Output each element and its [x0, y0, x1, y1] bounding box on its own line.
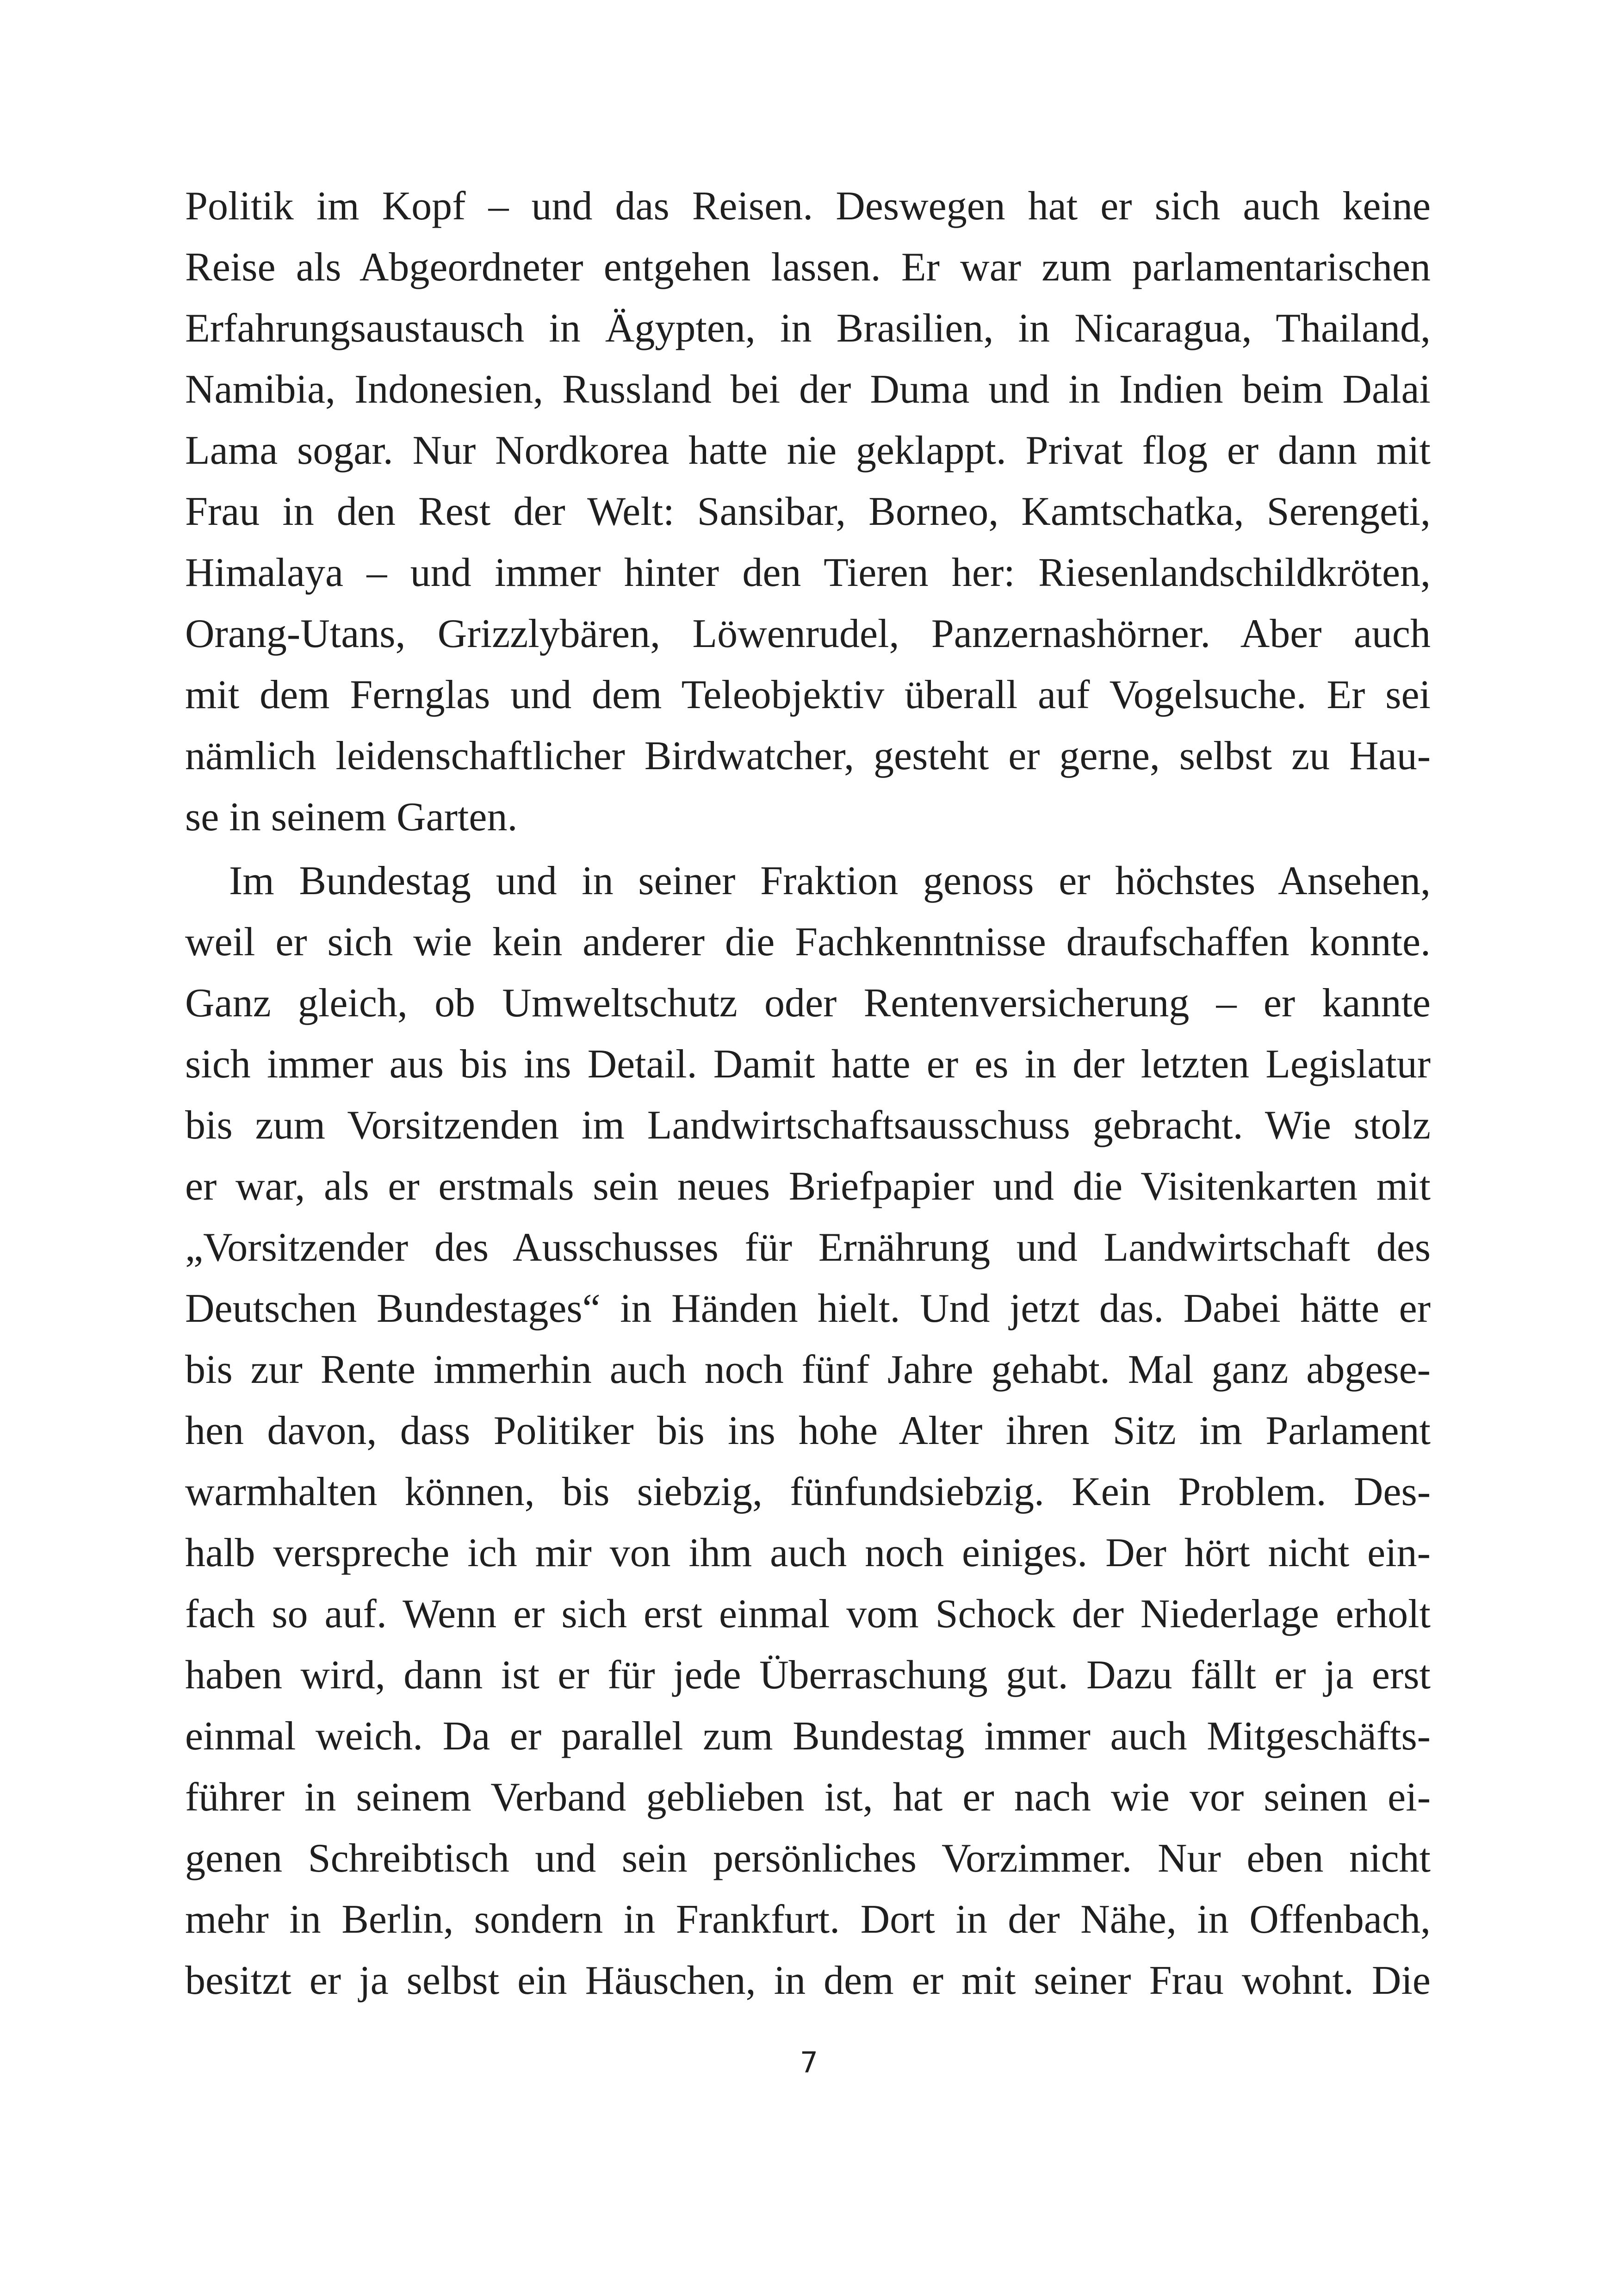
text-line: Namibia, Indonesien, Russland bei der Duma und in Indien beim Dalai	[185, 367, 1431, 412]
paragraph-1	[185, 176, 1431, 848]
text-line: genen Schreibtisch und sein persönliches Vorzimmer. Nur eben nicht	[185, 1836, 1431, 1881]
text-line: Im Bundestag und in seiner Fraktion genoss er höchstes Ansehen,	[229, 859, 1431, 903]
text-line: Ganz gleich, ob Umweltschutz oder Rentenversicherung – er kannte	[185, 981, 1431, 1026]
text-line: warmhalten können, bis siebzig, fünfundsiebzig. Kein Problem. Des-	[185, 1469, 1431, 1514]
text-line: Lama sogar. Nur Nordkorea hatte nie geklappt. Privat flog er dann mit	[185, 428, 1431, 473]
text-line: Frau in den Rest der Welt: Sansibar, Borneo, Kamtschatka, Serengeti,	[185, 489, 1431, 534]
text-line: führer in seinem Verband geblieben ist, hat er nach wie vor seinen ei-	[185, 1775, 1431, 1820]
text-line: einmal weich. Da er parallel zum Bundestag immer auch Mitgeschäfts-	[185, 1714, 1431, 1759]
text-line: mehr in Berlin, sondern in Frankfurt. Dort in der Nähe, in Offenbach,	[185, 1897, 1431, 1942]
text-line: „Vorsitzender des Ausschusses für Ernährung und Landwirtschaft des	[185, 1225, 1431, 1270]
text-line: mit dem Fernglas und dem Teleobjektiv überall auf Vogelsuche. Er sei	[185, 672, 1431, 717]
text-line: Politik im Kopf – und das Reisen. Deswegen hat er sich auch keine	[185, 184, 1431, 229]
text-line: Reise als Abgeordneter entgehen lassen. Er war zum parlamentarischen	[185, 245, 1431, 290]
text-line: besitzt er ja selbst ein Häuschen, in dem er mit seiner Frau wohnt. Die	[185, 1958, 1431, 2003]
page-number: 7	[800, 2046, 818, 2079]
text-line: Erfahrungsaustausch in Ägypten, in Brasilien, in Nicaragua, Thailand,	[185, 306, 1431, 351]
text-line: sich immer aus bis ins Detail. Damit hatte er es in der letzten Legislatur	[185, 1042, 1431, 1087]
text-line: halb verspreche ich mir von ihm auch noch einiges. Der hört nicht ein-	[185, 1531, 1431, 1575]
text-line: bis zur Rente immerhin auch noch fünf Jahre gehabt. Mal ganz abgese-	[185, 1347, 1431, 1392]
text-line: Deutschen Bundestages“ in Händen hielt. Und jetzt das. Dabei hätte er	[185, 1286, 1431, 1331]
text-line: Himalaya – und immer hinter den Tieren her: Riesenlandschildkröten,	[185, 550, 1431, 595]
text-line: hen davon, dass Politiker bis ins hohe Alter ihren Sitz im Parlament	[185, 1408, 1431, 1453]
text-line: bis zum Vorsitzenden im Landwirtschaftsausschuss gebracht. Wie stolz	[185, 1103, 1431, 1148]
text-line: fach so auf. Wenn er sich erst einmal vom Schock der Niederlage erholt	[185, 1592, 1431, 1636]
text-line: haben wird, dann ist er für jede Überraschung gut. Dazu fällt er ja erst	[185, 1653, 1431, 1698]
text-line: Orang-Utans, Grizzlybären, Löwenrudel, Panzernashörner. Aber auch	[185, 611, 1431, 656]
text-line: er war, als er erstmals sein neues Briefpapier und die Visitenkarten mit	[185, 1164, 1431, 1209]
text-line: se in seinem Garten.	[185, 795, 518, 840]
text-line: nämlich leidenschaftlicher Birdwatcher, gesteht er gerne, selbst zu Hau-	[185, 734, 1431, 778]
text-line: weil er sich wie kein anderer die Fachkenntnisse draufschaffen konnte.	[185, 920, 1431, 964]
paragraph-2	[185, 851, 1431, 2011]
body-text	[185, 176, 1431, 2011]
